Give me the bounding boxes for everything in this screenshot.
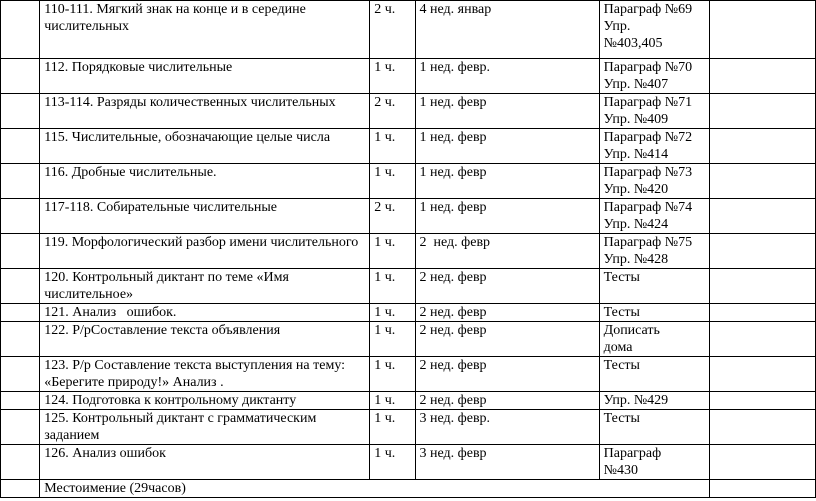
blank-cell: [710, 410, 816, 445]
blank-cell: [1, 199, 40, 234]
hours-text: 1 ч.: [374, 130, 396, 145]
table-row: [1, 164, 816, 199]
hours-text: 2 ч.: [374, 200, 396, 215]
date-cell: [415, 59, 599, 94]
date-text: 3 нед. февр: [419, 446, 487, 461]
blank-cell: [1, 304, 40, 322]
blank-cell: [1, 445, 40, 480]
homework-cell: [599, 322, 710, 357]
topic-text: 112. Порядковые числительные: [44, 60, 233, 75]
blank-cell: [1, 392, 40, 410]
table-row: [1, 357, 816, 392]
homework-text: Параграф №71 Упр. №409: [603, 95, 693, 127]
homework-cell: [599, 59, 710, 94]
blank-cell: [710, 357, 816, 392]
blank-cell: [710, 392, 816, 410]
date-cell: [415, 445, 599, 480]
hours-text: 2 ч.: [374, 2, 396, 17]
homework-text: Тесты: [603, 358, 640, 373]
topic-text: 122. Р/рСоставление текста объявления: [44, 323, 281, 338]
date-text: 2 нед. февр: [419, 235, 491, 250]
date-text: 2 нед. февр: [419, 393, 487, 408]
topic-cell: [40, 1, 370, 59]
homework-text: Упр. №429: [603, 393, 669, 408]
blank-cell: [710, 59, 816, 94]
hours-cell: [370, 445, 415, 480]
blank-cell: [710, 480, 816, 498]
blank-cell: [710, 94, 816, 129]
hours-text: 1 ч.: [374, 235, 396, 250]
homework-cell: [599, 269, 710, 304]
blank-cell: [1, 269, 40, 304]
homework-text: Дописать дома: [603, 323, 660, 355]
topic-cell: [40, 199, 370, 234]
date-text: 1 нед. февр: [419, 130, 487, 145]
homework-cell: [599, 94, 710, 129]
topic-cell: [40, 59, 370, 94]
hours-text: 1 ч.: [374, 165, 396, 180]
hours-text: 1 ч.: [374, 358, 396, 373]
topic-cell: [40, 410, 370, 445]
topic-text: 113-114. Разряды количественных числительных: [44, 95, 336, 110]
table-row: [1, 234, 816, 269]
date-cell: [415, 199, 599, 234]
topic-cell: [40, 357, 370, 392]
table-row: [1, 59, 816, 94]
homework-text: Параграф №72 Упр. №414: [603, 130, 693, 162]
lesson-plan-body: [1, 1, 816, 498]
date-cell: [415, 357, 599, 392]
date-text: 2 нед. февр: [419, 358, 487, 373]
date-cell: [415, 234, 599, 269]
blank-cell: [1, 164, 40, 199]
date-cell: [415, 392, 599, 410]
homework-cell: [599, 199, 710, 234]
date-text: 2 нед. февр: [419, 305, 487, 320]
date-cell: [415, 410, 599, 445]
hours-text: 1 ч.: [374, 323, 396, 338]
homework-cell: [599, 1, 710, 59]
topic-cell: [40, 234, 370, 269]
topic-cell: [40, 269, 370, 304]
homework-text: Параграф №70 Упр. №407: [603, 60, 693, 92]
hours-cell: [370, 392, 415, 410]
date-cell: [415, 304, 599, 322]
homework-text: Параграф №74 Упр. №424: [603, 200, 693, 232]
blank-cell: [710, 322, 816, 357]
topic-text: 125. Контрольный диктант с грамматическим заданием: [44, 411, 320, 443]
table-row: [1, 322, 816, 357]
hours-cell: [370, 322, 415, 357]
homework-text: Параграф №430: [603, 446, 662, 478]
topic-text: 121. Анализ ошибок.: [44, 305, 177, 320]
homework-cell: [599, 164, 710, 199]
blank-cell: [710, 304, 816, 322]
topic-cell: [40, 164, 370, 199]
topic-cell: [40, 129, 370, 164]
topic-text: 116. Дробные числительные.: [44, 165, 217, 180]
homework-cell: [599, 410, 710, 445]
date-text: 1 нед. февр.: [419, 60, 491, 75]
blank-cell: [1, 480, 40, 498]
date-cell: [415, 129, 599, 164]
date-cell: [415, 94, 599, 129]
blank-cell: [710, 445, 816, 480]
table-row: [1, 94, 816, 129]
homework-cell: [599, 304, 710, 322]
blank-cell: [1, 94, 40, 129]
table-row: [1, 410, 816, 445]
topic-text: 120. Контрольный диктант по теме «Имя числительное»: [44, 270, 293, 302]
hours-cell: [370, 94, 415, 129]
blank-cell: [1, 129, 40, 164]
date-text: 4 нед. январ: [419, 2, 492, 17]
hours-text: 1 ч.: [374, 393, 396, 408]
date-cell: [415, 164, 599, 199]
homework-cell: [599, 445, 710, 480]
hours-cell: [370, 234, 415, 269]
section-title-cell: [40, 480, 710, 498]
blank-cell: [710, 164, 816, 199]
table-row: [1, 269, 816, 304]
table-row: [1, 445, 816, 480]
blank-cell: [1, 59, 40, 94]
blank-cell: [1, 357, 40, 392]
topic-cell: [40, 304, 370, 322]
hours-text: 1 ч.: [374, 305, 396, 320]
topic-cell: [40, 392, 370, 410]
hours-cell: [370, 269, 415, 304]
topic-cell: [40, 94, 370, 129]
topic-cell: [40, 445, 370, 480]
date-text: 2 нед. февр: [419, 323, 487, 338]
blank-cell: [710, 199, 816, 234]
date-cell: [415, 322, 599, 357]
homework-text: Тесты: [603, 305, 640, 320]
topic-text: 115. Числительные, обозначающие целые числа: [44, 130, 331, 145]
topic-text: 124. Подготовка к контрольному диктанту: [44, 393, 297, 408]
blank-cell: [710, 269, 816, 304]
blank-cell: [1, 234, 40, 269]
homework-cell: [599, 392, 710, 410]
hours-cell: [370, 129, 415, 164]
date-cell: [415, 269, 599, 304]
homework-cell: [599, 129, 710, 164]
table-row: [1, 199, 816, 234]
date-cell: [415, 1, 599, 59]
topic-text: 117-118. Собирательные числительные: [44, 200, 278, 215]
hours-cell: [370, 357, 415, 392]
hours-cell: [370, 199, 415, 234]
hours-cell: [370, 59, 415, 94]
section-title: Местоимение (29часов): [44, 481, 186, 496]
table-row: [1, 392, 816, 410]
blank-cell: [1, 410, 40, 445]
topic-text: 110-111. Мягкий знак на конце и в середине числительных: [44, 2, 310, 34]
topic-cell: [40, 322, 370, 357]
table-row: [1, 129, 816, 164]
hours-text: 1 ч.: [374, 270, 396, 285]
blank-cell: [710, 234, 816, 269]
hours-text: 2 ч.: [374, 95, 396, 110]
section-row: [1, 480, 816, 498]
blank-cell: [1, 322, 40, 357]
table-row: [1, 304, 816, 322]
hours-cell: [370, 304, 415, 322]
homework-text: Параграф №69 Упр. №403,405: [603, 2, 693, 51]
homework-text: Параграф №75 Упр. №428: [603, 235, 693, 267]
topic-text: 123. Р/р Составление текста выступления на тему: «Берегите природу!» Анализ .: [44, 358, 349, 390]
hours-text: 1 ч.: [374, 60, 396, 75]
topic-text: 119. Морфологический разбор имени числительного: [44, 235, 359, 250]
table-row: [1, 1, 816, 59]
date-text: 2 нед. февр: [419, 270, 487, 285]
date-text: 1 нед. февр: [419, 200, 487, 215]
homework-text: Тесты: [603, 411, 640, 426]
hours-cell: [370, 164, 415, 199]
blank-cell: [1, 1, 40, 59]
homework-cell: [599, 234, 710, 269]
date-text: 1 нед. февр: [419, 95, 487, 110]
homework-text: Тесты: [603, 270, 640, 285]
homework-cell: [599, 357, 710, 392]
homework-text: Параграф №73 Упр. №420: [603, 165, 693, 197]
hours-text: 1 ч.: [374, 411, 396, 426]
topic-text: 126. Анализ ошибок: [44, 446, 166, 461]
date-text: 1 нед. февр: [419, 165, 487, 180]
date-text: 3 нед. февр.: [419, 411, 491, 426]
blank-cell: [710, 1, 816, 59]
hours-cell: [370, 1, 415, 59]
hours-cell: [370, 410, 415, 445]
hours-text: 1 ч.: [374, 446, 396, 461]
blank-cell: [710, 129, 816, 164]
